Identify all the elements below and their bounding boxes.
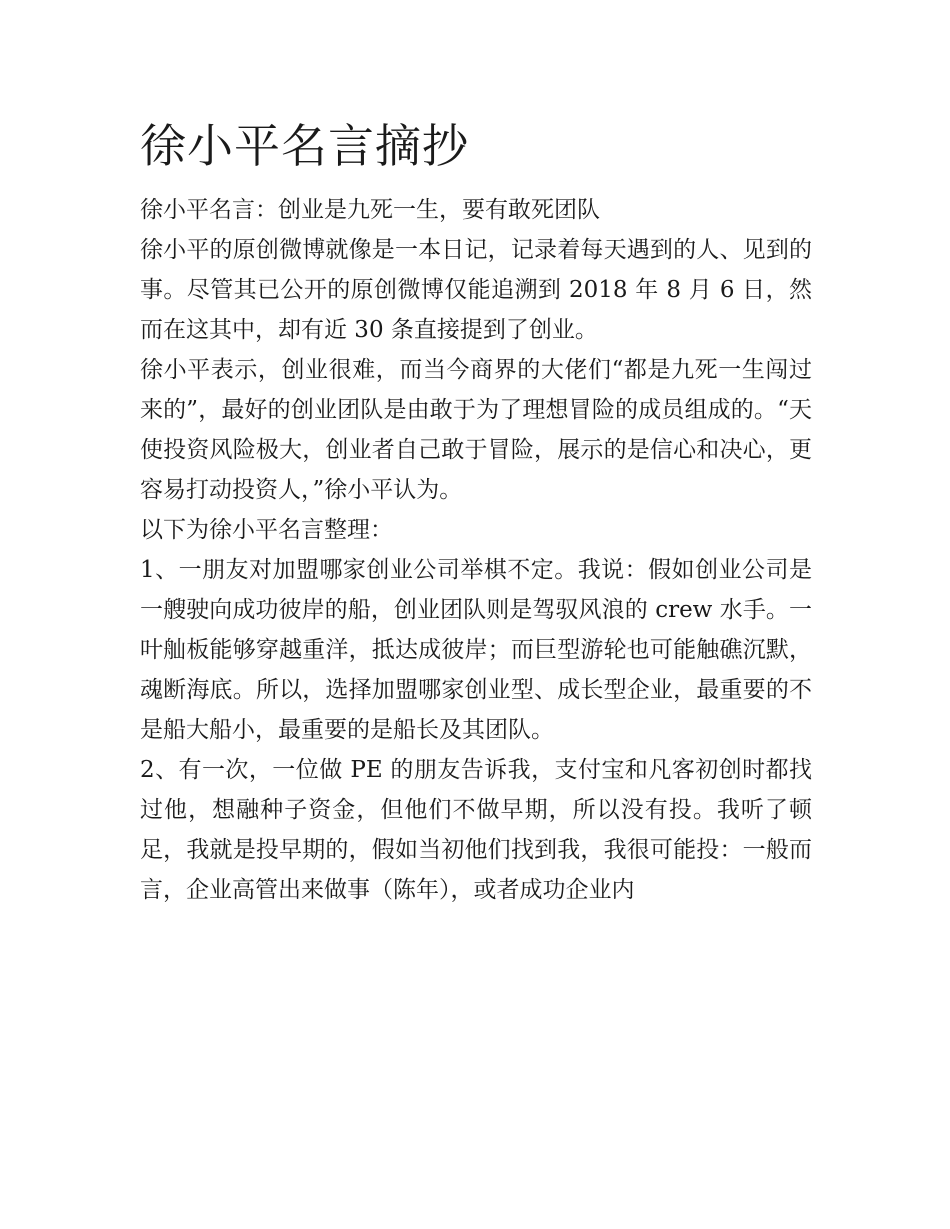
intro-paragraph: 徐小平的原创微博就像是一本日记，记录着每天遇到的人、见到的事。尽管其已公开的原创微博仅能追溯到 2018 年 8 月 6 日，然而在这其中，却有近 30 条直接提到了创业。 <box>140 237 812 343</box>
quote-paragraph: 徐小平表示，创业很难，而当今商界的大佬们“都是九死一生闯过来的”，最好的创业团队是由敢于为了理想冒险的成员组成的。“天使投资风险极大，创业者自己敢于冒险，展示的是信心和决心，更容易打动投资人，”徐小平认为。 <box>140 357 812 503</box>
document-title: 徐小平名言摘抄 <box>140 119 469 173</box>
document-page <box>140 112 812 910</box>
subtitle-paragraph: 徐小平名言：创业是九死一生，要有敢死团队 <box>140 197 600 223</box>
list-heading: 以下为徐小平名言整理： <box>140 517 393 543</box>
list-item-1: 1、一朋友对加盟哪家创业公司举棋不定。我说：假如创业公司是一艘驶向成功彼岸的船，创业团队则是驾驭风浪的 crew 水手。一叶舢板能够穿越重洋，抵达成彼岸；而巨型游轮也可能触礁沉默，魂断海底。所以，选择加盟哪家创业型、成长型企业，最重要的不是船大船小，最重要的是船长及其团队。 <box>140 557 812 743</box>
list-item-2: 2、有一次，一位做 PE 的朋友告诉我，支付宝和凡客初创时都找过他，想融种子资金，但他们不做早期，所以没有投。我听了顿足，我就是投早期的，假如当初他们找到我，我很可能投：一般而言，企业高管出来做事（陈年），或者成功企业内 <box>140 757 812 903</box>
